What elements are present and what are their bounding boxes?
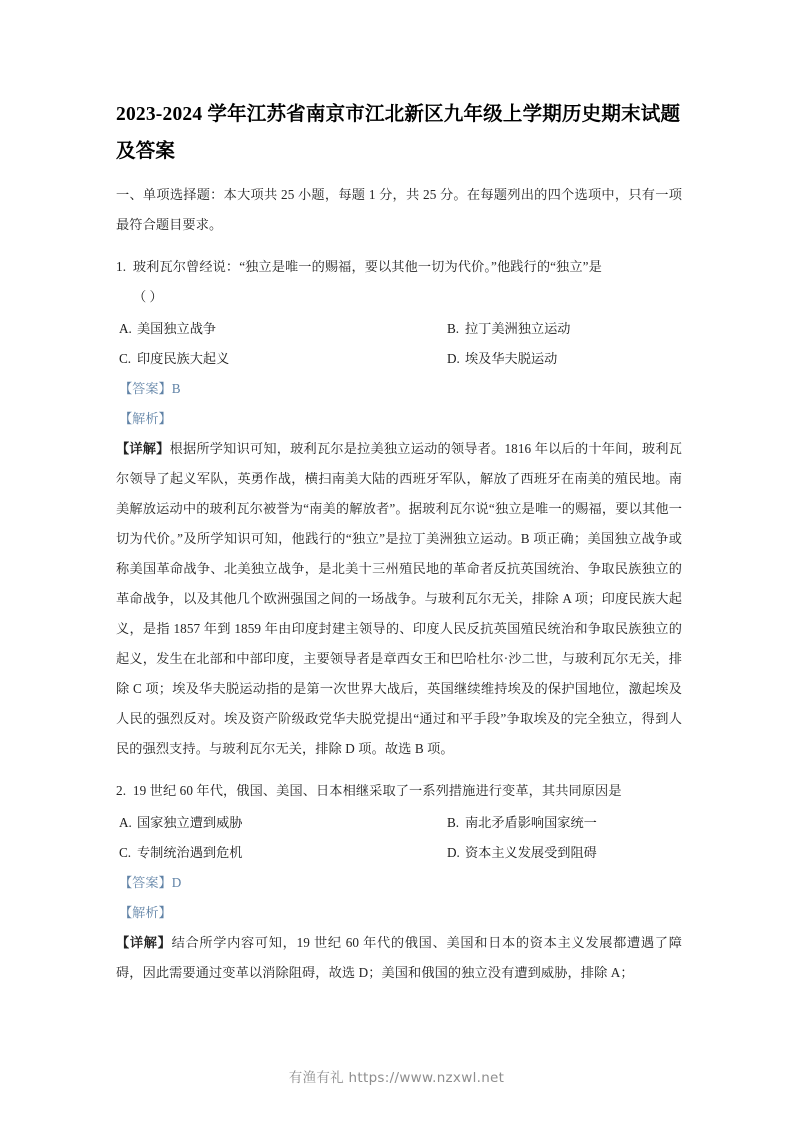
option-1-a[interactable]: [116, 314, 445, 344]
answer-value-2: D: [171, 875, 182, 890]
answer-value-1: B: [171, 381, 181, 396]
option-letter-1-a: A.: [119, 321, 132, 336]
option-letter-1-b: B.: [447, 321, 460, 336]
answer-line-1: [116, 374, 682, 404]
analysis-tag-2: 【解析】: [119, 905, 172, 920]
option-letter-2-b: B.: [447, 815, 460, 830]
option-2-a[interactable]: [116, 808, 445, 838]
option-1-d[interactable]: [445, 344, 682, 374]
option-2-c[interactable]: [116, 838, 445, 868]
option-2-d[interactable]: [445, 838, 682, 868]
option-row-2-ab: [116, 808, 682, 838]
option-label-2-b: 南北矛盾影响国家统一: [465, 815, 597, 830]
detail-tag-1: 【详解】: [116, 441, 170, 456]
option-row-2-cd: [116, 838, 682, 868]
question-text-1: 玻利瓦尔曾经说：“独立是唯一的赐福，要以其他一切为代价。”他践行的“独立”是: [132, 259, 602, 274]
page-title: 2023-2024 学年江苏省南京市江北新区九年级上学期历史期末试题及答案: [116, 104, 681, 162]
option-letter-1-c: C.: [119, 351, 132, 366]
option-label-2-d: 资本主义发展受到阻碍: [465, 845, 597, 860]
analysis-tag-1: 【解析】: [119, 411, 172, 426]
option-label-1-c: 印度民族大起义: [137, 351, 230, 366]
option-label-2-c: 专制统治遇到危机: [137, 845, 243, 860]
option-row-1-ab: [116, 314, 682, 344]
answer-tag-1: 【答案】: [119, 381, 172, 396]
options-group-2: [116, 808, 682, 868]
question-stem-2: [116, 776, 682, 806]
question-block-1: [116, 252, 682, 764]
option-label-1-d: 埃及华夫脱运动: [465, 351, 558, 366]
options-group-1: [116, 314, 682, 374]
option-letter-1-d: D.: [447, 351, 460, 366]
option-row-1-cd: [116, 344, 682, 374]
question-text-2: 19 世纪 60 年代，俄国、美国、日本相继采取了一系列措施进行变革，其共同原因是: [132, 783, 622, 798]
explanation-2: [116, 928, 682, 988]
document-content: [116, 96, 682, 988]
answer-tag-2: 【答案】: [119, 875, 172, 890]
option-label-1-b: 拉丁美洲独立运动: [465, 321, 571, 336]
answer-line-2: [116, 868, 682, 898]
analysis-tag-line-1: [116, 404, 682, 434]
option-1-c[interactable]: [116, 344, 445, 374]
question-answer-bracket-1: （ ）: [133, 289, 163, 304]
explanation-1: [116, 434, 682, 764]
option-label-2-a: 国家独立遭到威胁: [137, 815, 243, 830]
footer-watermark: 有渔有礼 https://www.nzxwl.net: [288, 1070, 505, 1086]
explanation-text-1: 根据所学知识可知，玻利瓦尔是拉美独立运动的领导者。1816 年以后的十年间，玻利瓦尔领导了起义军队，英勇作战，横扫南美大陆的西班牙军队，解放了西班牙在南美的殖民地。南美解放运动中的玻利瓦尔被誉为“南美的解放者”。据玻利瓦尔说“独立是唯一的赐福，要以其他一切为代价。”及所学知识可知，他践行的“独立”是拉丁美洲独立运动。B 项正确；美国独立战争或称美国革命战争、北美独立战争，是北美十三州殖民地的革命者反抗英国统治、争取民族独立的革命战争，以及其他几个欧洲强国之间的一场战争。与玻利瓦尔无关，排除 A 项；印度民族大起义，是指 1857 年到 1859 年由印度封建主领导的、印度人民反抗英国殖民统治和争取民族独立的起义，发生在北部和中部印度，主要领导者是章西女王和巴哈杜尔·沙二世，与玻利瓦尔无关，排除 C 项；埃及华夫脱运动指的是第一次世界大战后，英国继续维持埃及的保护国地位，激起埃及人民的强烈反对。埃及资产阶级政党华夫脱党提出“通过和平手段”争取埃及的完全独立，得到人民的强烈支持。与玻利瓦尔无关，排除 D 项。故选 B 项。: [116, 441, 682, 756]
option-label-1-a: 美国独立战争: [137, 321, 217, 336]
section-intro-text: 一、单项选择题：本大项共 25 小题，每题 1 分，共 25 分。在每题列出的四个选项中，只有一项最符合题目要求。: [116, 187, 682, 232]
option-letter-2-d: D.: [447, 845, 460, 860]
question-number-1: 1.: [116, 259, 127, 274]
question-number-2: 2.: [116, 783, 127, 798]
option-2-b[interactable]: [445, 808, 682, 838]
option-1-b[interactable]: [445, 314, 682, 344]
detail-tag-2: 【详解】: [116, 935, 172, 950]
explanation-text-2: 结合所学内容可知，19 世纪 60 年代的俄国、美国和日本的资本主义发展都遭遇了障碍，因此需要通过变革以消除阻碍，故选 D；美国和俄国的独立没有遭到威胁，排除 A；: [116, 935, 682, 980]
option-letter-2-c: C.: [119, 845, 132, 860]
option-letter-2-a: A.: [119, 815, 132, 830]
question-stem-1: [116, 252, 682, 282]
analysis-tag-line-2: [116, 898, 682, 928]
question-block-2: [116, 776, 682, 988]
